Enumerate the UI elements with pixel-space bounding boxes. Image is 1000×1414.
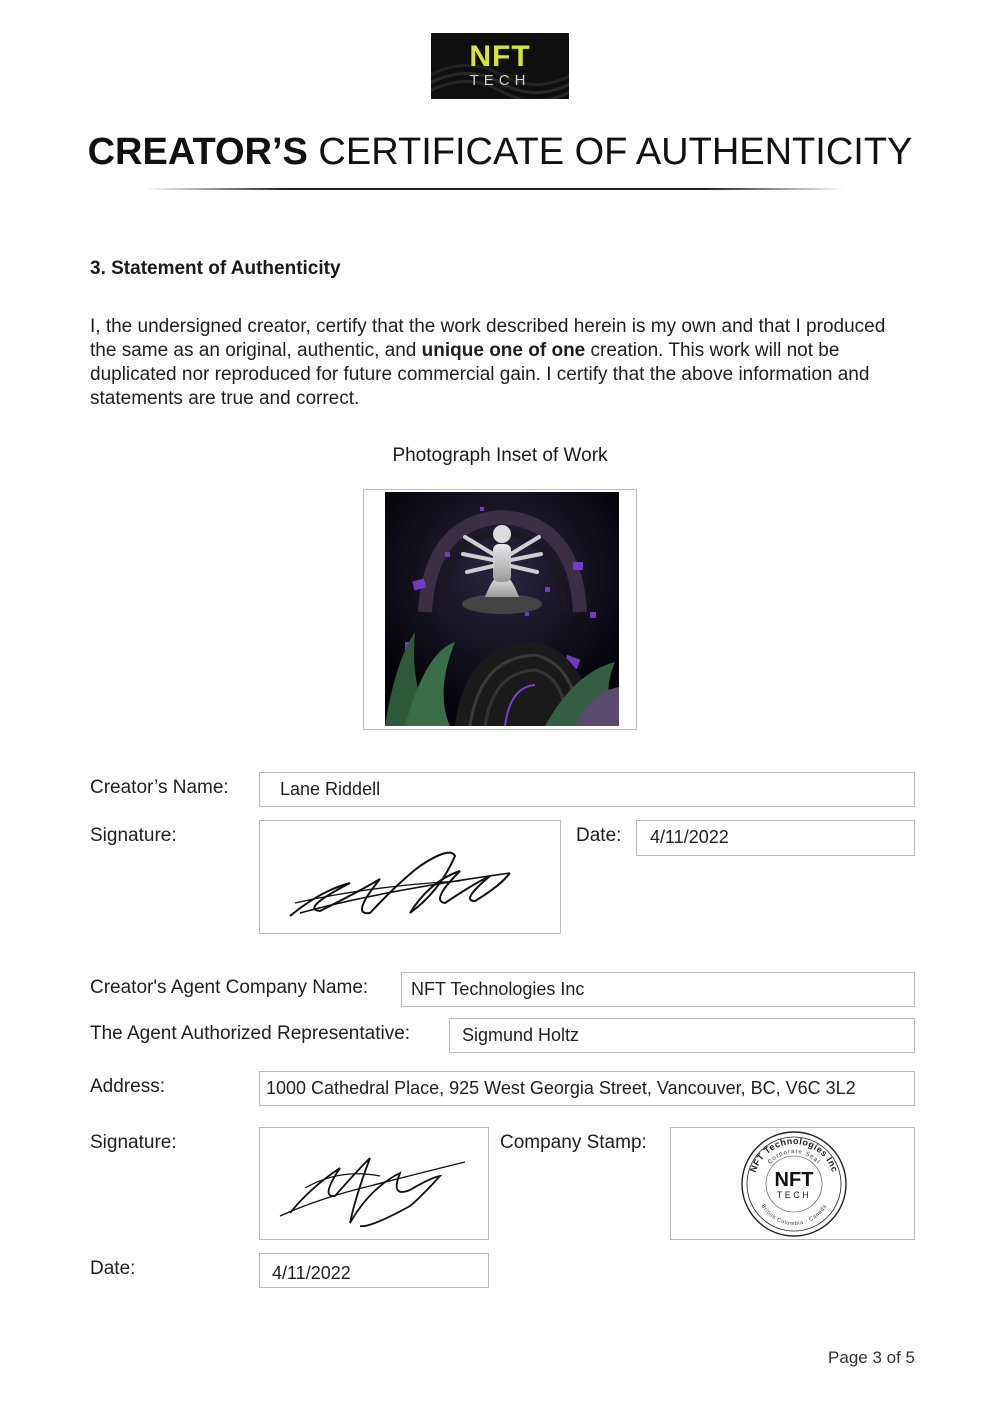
company-seal: [671, 1128, 914, 1239]
title-rest: CERTIFICATE OF AUTHENTICITY: [307, 131, 913, 173]
agent-rep-field[interactable]: Sigmund Holtz: [449, 1018, 915, 1053]
seal-ring-bottom: British Columbia · Canada: [759, 1203, 829, 1228]
seal-ring-inner: Corporate Seal: [767, 1148, 821, 1166]
agent-signature-label: Signature:: [90, 1132, 177, 1153]
page-title: [0, 128, 1000, 176]
agent-company-field[interactable]: NFT Technologies Inc: [401, 972, 915, 1007]
logo-tech-text: TECH: [469, 72, 531, 89]
creator-date-label: Date:: [576, 825, 622, 846]
creator-date-field[interactable]: 4/11/2022: [636, 820, 915, 856]
artwork-photo: [385, 492, 619, 726]
photo-frame: [363, 489, 637, 730]
company-stamp-label: Company Stamp:: [500, 1132, 647, 1153]
title-divider: [145, 188, 845, 190]
agent-signature-box[interactable]: [259, 1127, 489, 1240]
creator-signature-image: [260, 821, 560, 933]
seal-center-nft: NFT: [774, 1169, 814, 1191]
statement-paragraph: [90, 315, 910, 411]
seal-center-tech: TECH: [776, 1190, 812, 1200]
agent-date-label: Date:: [90, 1258, 136, 1279]
svg-text:British Columbia · Canada: [760, 1203, 829, 1227]
agent-company-label: Creator's Agent Company Name:: [90, 977, 369, 998]
agent-signature-image: [260, 1128, 488, 1239]
seal-ring-top: NFT Technologies Inc: [747, 1135, 841, 1174]
agent-address-field[interactable]: 1000 Cathedral Place, 925 West Georgia Street, Vancouver, BC, V6C 3L2: [259, 1071, 915, 1106]
nft-tech-logo: [431, 33, 569, 99]
creator-signature-box[interactable]: [259, 820, 561, 934]
creator-name-field[interactable]: Lane Riddell: [259, 772, 915, 807]
title-bold: CREATOR’S: [87, 131, 308, 173]
logo-nft-text: NFT: [469, 40, 531, 73]
section-heading: 3. Statement of Authenticity: [90, 258, 341, 279]
page-number: Page 3 of 5: [828, 1348, 915, 1367]
photo-caption: Photograph Inset of Work: [392, 445, 608, 466]
creator-signature-label: Signature:: [90, 825, 177, 846]
company-stamp-box: [670, 1127, 915, 1240]
statement-before: I, the undersigned creator, certify that the work described herein is my own and that I produced the same as an original, authentic, and: [90, 316, 886, 361]
statement-after: creation. This work will not be duplicated nor reproduced for future commercial gain. I certify that the above information and statements are true and correct.: [90, 340, 870, 409]
agent-rep-label: The Agent Authorized Representative:: [90, 1023, 411, 1044]
agent-date-field[interactable]: 4/11/2022: [259, 1253, 489, 1288]
agent-address-label: Address:: [90, 1076, 165, 1097]
statement-bold: unique one of one: [421, 340, 586, 361]
creator-name-label: Creator’s Name:: [90, 777, 229, 798]
